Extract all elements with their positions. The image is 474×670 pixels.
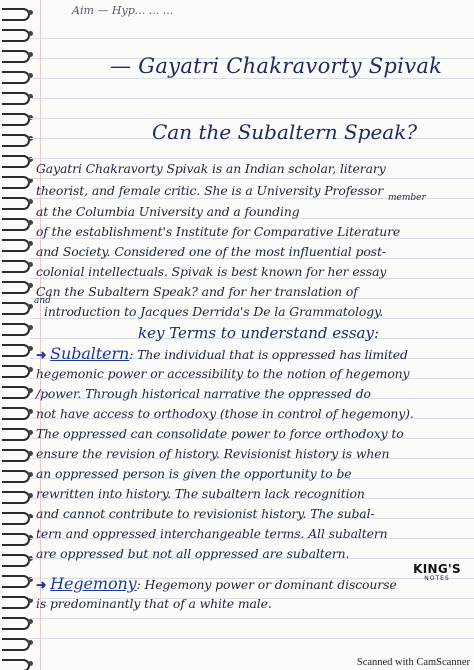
para1-line-5: and Society. Considered one of the most influential post- [36, 244, 386, 259]
para1-line-8: introduction to Jacques Derrida's De la Grammatology. [44, 304, 384, 319]
punch-hole [28, 451, 33, 456]
subaltern-line-6: ensure the revision of history. Revisionist history is when [36, 446, 390, 461]
ruled-line [30, 118, 474, 119]
spiral-ring [2, 323, 30, 336]
subaltern-text-1: : The individual that is oppressed has limited [129, 347, 408, 362]
spiral-ring [2, 449, 30, 462]
punch-hole [28, 304, 33, 309]
ruled-line [30, 78, 474, 79]
spiral-ring [2, 260, 30, 273]
punch-hole [28, 283, 33, 288]
para1-line-6: colonial intellectuals. Spivak is best known for her essay [36, 264, 387, 279]
hegemony-text-1: : Hegemony power or dominant discourse [136, 577, 397, 592]
ruled-line [30, 618, 474, 619]
subaltern-line-11: are oppressed but not all oppressed are subaltern. [36, 546, 350, 561]
hegemony-line-2: is predominantly that of a white male. [36, 596, 272, 611]
margin-line [40, 0, 41, 670]
spiral-ring [2, 92, 30, 105]
subaltern-line-1 [36, 344, 408, 363]
punch-hole [28, 640, 33, 645]
para1-line-1: Gayatri Chakravorty Spivak is an Indian scholar, literary [36, 161, 386, 176]
para1-line-3: at the Columbia University and a founding [36, 204, 300, 219]
punch-hole [28, 199, 33, 204]
spiral-ring [2, 155, 30, 168]
spiral-ring [2, 71, 30, 84]
subaltern-line-8: rewritten into history. The subaltern lack recognition [36, 486, 365, 501]
subaltern-line-3: /power. Through historical narrative the oppressed do [36, 386, 371, 401]
subaltern-line-7: an oppressed person is given the opportunity to be [36, 466, 352, 481]
term-subaltern: Subaltern [50, 344, 130, 363]
spiral-ring [2, 470, 30, 483]
spiral-ring [2, 596, 30, 609]
hegemony-line-1 [36, 574, 397, 593]
ruled-line [30, 178, 474, 179]
spiral-ring [2, 134, 30, 147]
punch-hole [28, 262, 33, 267]
logo-main-text: KING'S [413, 562, 461, 576]
spiral-ring [2, 197, 30, 210]
punch-hole [28, 52, 33, 57]
punch-hole [28, 619, 33, 624]
ruled-line [30, 638, 474, 639]
subaltern-line-4: not have access to orthodoxy (those in control of hegemony). [36, 406, 414, 421]
spiral-ring [2, 218, 30, 231]
spiral-ring [2, 407, 30, 420]
punch-hole [28, 367, 33, 372]
spiral-ring [2, 659, 30, 670]
spiral-ring [2, 386, 30, 399]
logo-sub-text: NOTES [424, 575, 450, 582]
punch-hole [28, 430, 33, 435]
subaltern-line-5: The oppressed can consolidate power to force orthodoxy to [36, 426, 404, 441]
insertion-member: member [388, 193, 426, 203]
punch-hole [28, 661, 33, 666]
page-header-text: Aim — Hyp... ... ... [72, 4, 174, 17]
spiral-ring [2, 29, 30, 42]
scanner-watermark: Scanned with CamScanner [356, 657, 470, 668]
ruled-line [30, 158, 474, 159]
spiral-ring [2, 344, 30, 357]
subaltern-line-10: tern and oppressed interchangeable terms. All subaltern [36, 526, 388, 541]
spiral-ring [2, 176, 30, 189]
spiral-ring [2, 50, 30, 63]
punch-hole [28, 31, 33, 36]
page-title: — Gayatri Chakravorty Spivak [110, 54, 443, 78]
ruled-line [30, 38, 474, 39]
spiral-ring [2, 239, 30, 252]
spiral-ring [2, 638, 30, 651]
spiral-ring [2, 365, 30, 378]
essay-title: Can the Subaltern Speak? [152, 120, 418, 144]
spiral-ring [2, 8, 30, 21]
arrow-bullet-icon: ➜ [36, 347, 47, 362]
punch-hole [28, 241, 33, 246]
punch-hole [28, 472, 33, 477]
ruled-line [30, 98, 474, 99]
key-terms-heading: key Terms to understand essay: [138, 324, 380, 342]
spiral-ring [2, 554, 30, 567]
para1-line-2: theorist, and female critic. She is a University Professor [36, 183, 384, 198]
arrow-bullet-icon: ➜ [36, 577, 47, 592]
spiral-ring [2, 617, 30, 630]
term-hegemony: Hegemony [50, 574, 137, 593]
subaltern-line-9: and cannot contribute to revisionist history. The subal- [36, 506, 375, 521]
punch-hole [28, 220, 33, 225]
punch-hole [28, 388, 33, 393]
spiral-ring [2, 491, 30, 504]
kings-notes-logo [410, 563, 464, 582]
punch-hole [28, 10, 33, 15]
para1-line-7: Can the Subaltern Speak? and for her translation of [36, 284, 358, 299]
insertion-and: and [34, 296, 51, 306]
spiral-ring [2, 281, 30, 294]
punch-hole [28, 346, 33, 351]
spiral-ring [2, 302, 30, 315]
spiral-ring [2, 428, 30, 441]
spiral-ring [2, 575, 30, 588]
spiral-ring [2, 533, 30, 546]
spiral-binding [0, 0, 30, 670]
para1-line-4: of the establishment's Institute for Comparative Literature [36, 224, 401, 239]
spiral-ring [2, 113, 30, 126]
spiral-ring [2, 512, 30, 525]
punch-hole [28, 409, 33, 414]
punch-hole [28, 325, 33, 330]
subaltern-line-2: hegemonic power or accessibility to the notion of hegemony [36, 366, 410, 381]
